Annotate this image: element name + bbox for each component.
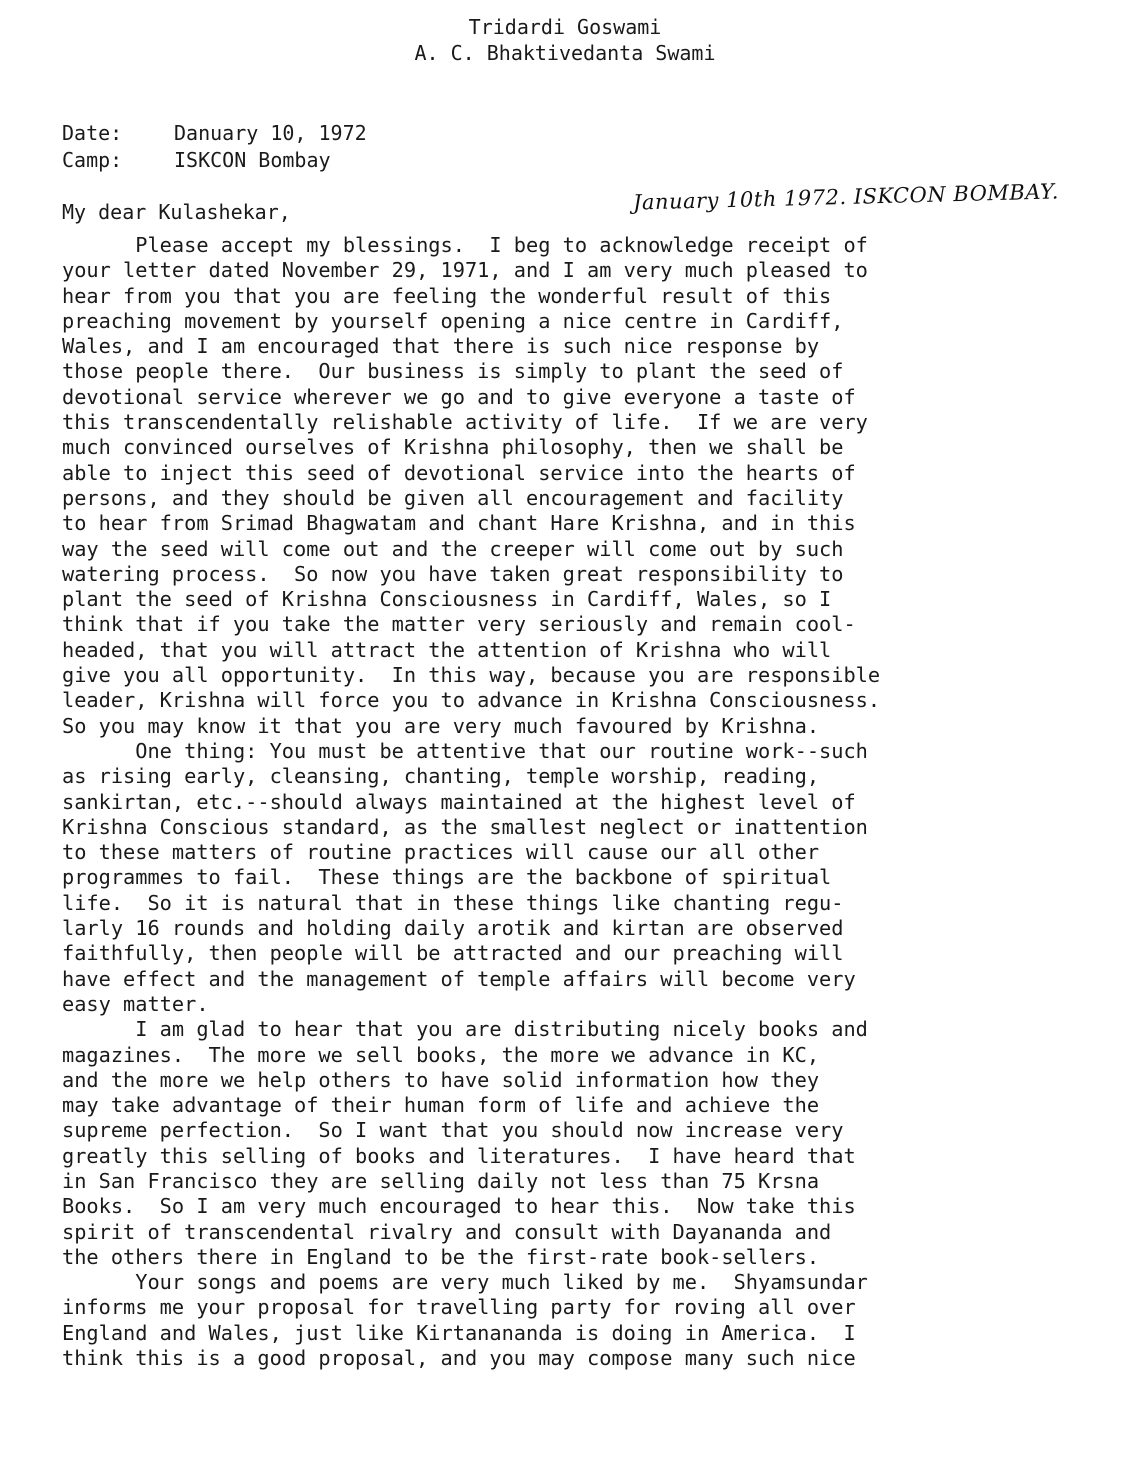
body-line: sankirtan, etc.--should always maintained at the highest level of bbox=[62, 789, 856, 814]
body-line: watering process. So now you have taken great responsibility to bbox=[62, 561, 844, 586]
body-line: spirit of transcendental rivalry and consult with Dayananda and bbox=[62, 1219, 832, 1244]
body-line: easy matter. bbox=[62, 991, 209, 1016]
body-line: give you all opportunity. In this way, because you are responsible bbox=[62, 663, 881, 688]
body-line: plant the seed of Krishna Consciousness in Cardiff, Wales, so I bbox=[62, 587, 832, 612]
camp-row bbox=[62, 147, 367, 174]
letter-header bbox=[0, 14, 1130, 66]
body-line: One thing: You must be attentive that our routine work--such bbox=[62, 738, 868, 763]
sender-name: A. C. Bhaktivedanta Swami bbox=[414, 41, 716, 65]
body-line: England and Wales, just like Kirtanananda is doing in America. I bbox=[62, 1320, 856, 1345]
body-line: Please accept my blessings. I beg to acknowledge receipt of bbox=[62, 233, 868, 257]
body-line: may take advantage of their human form of life and achieve the bbox=[62, 1093, 820, 1118]
body-line: think this is a good proposal, and you may compose many such nice bbox=[62, 1346, 856, 1371]
sender-title: Tridardi Goswami bbox=[468, 15, 662, 39]
body-line: greatly this selling of books and literatures. I have heard that bbox=[62, 1143, 856, 1168]
body-line: Krishna Conscious standard, as the smallest neglect or inattention bbox=[62, 814, 868, 839]
body-line: So you may know it that you are very much favoured by Krishna. bbox=[62, 713, 820, 738]
body-line: able to inject this seed of devotional service into the hearts of bbox=[62, 460, 856, 485]
body-line: Your songs and poems are very much liked by me. Shyamsundar bbox=[62, 1270, 868, 1295]
body-line: magazines. The more we sell books, the more we advance in KC, bbox=[62, 1042, 820, 1067]
date-label: Date: bbox=[62, 121, 123, 145]
body-line: the others there in England to be the first-rate book-sellers. bbox=[62, 1244, 820, 1269]
body-line: to hear from Srimad Bhagwatam and chant Hare Krishna, and in this bbox=[62, 511, 856, 536]
body-line: programmes to fail. These things are the backbone of spiritual bbox=[62, 865, 832, 890]
body-line: informs me your proposal for travelling party for roving all over bbox=[62, 1295, 856, 1320]
body-line: much convinced ourselves of Krishna philosophy, then we shall be bbox=[62, 435, 844, 460]
letter-meta bbox=[62, 120, 367, 174]
body-line: faithfully, then people will be attracted and our preaching will bbox=[62, 941, 844, 966]
body-line: headed, that you will attract the attention of Krishna who will bbox=[62, 637, 832, 662]
date-row bbox=[62, 120, 367, 147]
body-line: to these matters of routine practices will cause our all other bbox=[62, 840, 820, 865]
body-line: persons, and they should be given all encouragement and facility bbox=[62, 485, 844, 510]
body-line: larly 16 rounds and holding daily arotik and kirtan are observed bbox=[62, 916, 844, 941]
body-line: hear from you that you are feeling the wonderful result of this bbox=[62, 283, 832, 308]
body-line: preaching movement by yourself opening a nice centre in Cardiff, bbox=[62, 308, 844, 333]
body-line: in San Francisco they are selling daily not less than 75 Krsna bbox=[62, 1168, 820, 1193]
body-line: Books. So I am very much encouraged to hear this. Now take this bbox=[62, 1194, 856, 1219]
body-line: Wales, and I am encouraged that there is such nice response by bbox=[62, 334, 820, 359]
body-line: devotional service wherever we go and to give everyone a taste of bbox=[62, 384, 856, 409]
body-line: have effect and the management of temple affairs will become very bbox=[62, 966, 856, 991]
letter-body bbox=[62, 233, 1122, 1371]
body-line: I am glad to hear that you are distributing nicely books and bbox=[62, 1017, 868, 1042]
body-line: think that if you take the matter very seriously and remain cool- bbox=[62, 612, 856, 637]
camp-label: Camp: bbox=[62, 148, 123, 172]
body-line: your letter dated November 29, 1971, and I am very much pleased to bbox=[62, 258, 868, 283]
body-line: this transcendentally relishable activity of life. If we are very bbox=[62, 410, 868, 435]
salutation: My dear Kulashekar, bbox=[62, 200, 291, 224]
body-line: way the seed will come out and the creeper will come out by such bbox=[62, 536, 844, 561]
body-line: as rising early, cleansing, chanting, temple worship, reading, bbox=[62, 764, 820, 789]
handwritten-annotation: January 10th 1972. ISKCON BOMBAY. bbox=[632, 179, 1060, 215]
camp-value: ISKCON Bombay bbox=[174, 148, 331, 172]
body-line: and the more we help others to have solid information how they bbox=[62, 1067, 820, 1092]
body-line: supreme perfection. So I want that you should now increase very bbox=[62, 1118, 844, 1143]
body-line: leader, Krishna will force you to advance in Krishna Consciousness. bbox=[62, 688, 881, 713]
date-value: Danuary 10, 1972 bbox=[174, 121, 367, 145]
body-line: those people there. Our business is simply to plant the seed of bbox=[62, 359, 844, 384]
body-line: life. So it is natural that in these things like chanting regu- bbox=[62, 890, 844, 915]
